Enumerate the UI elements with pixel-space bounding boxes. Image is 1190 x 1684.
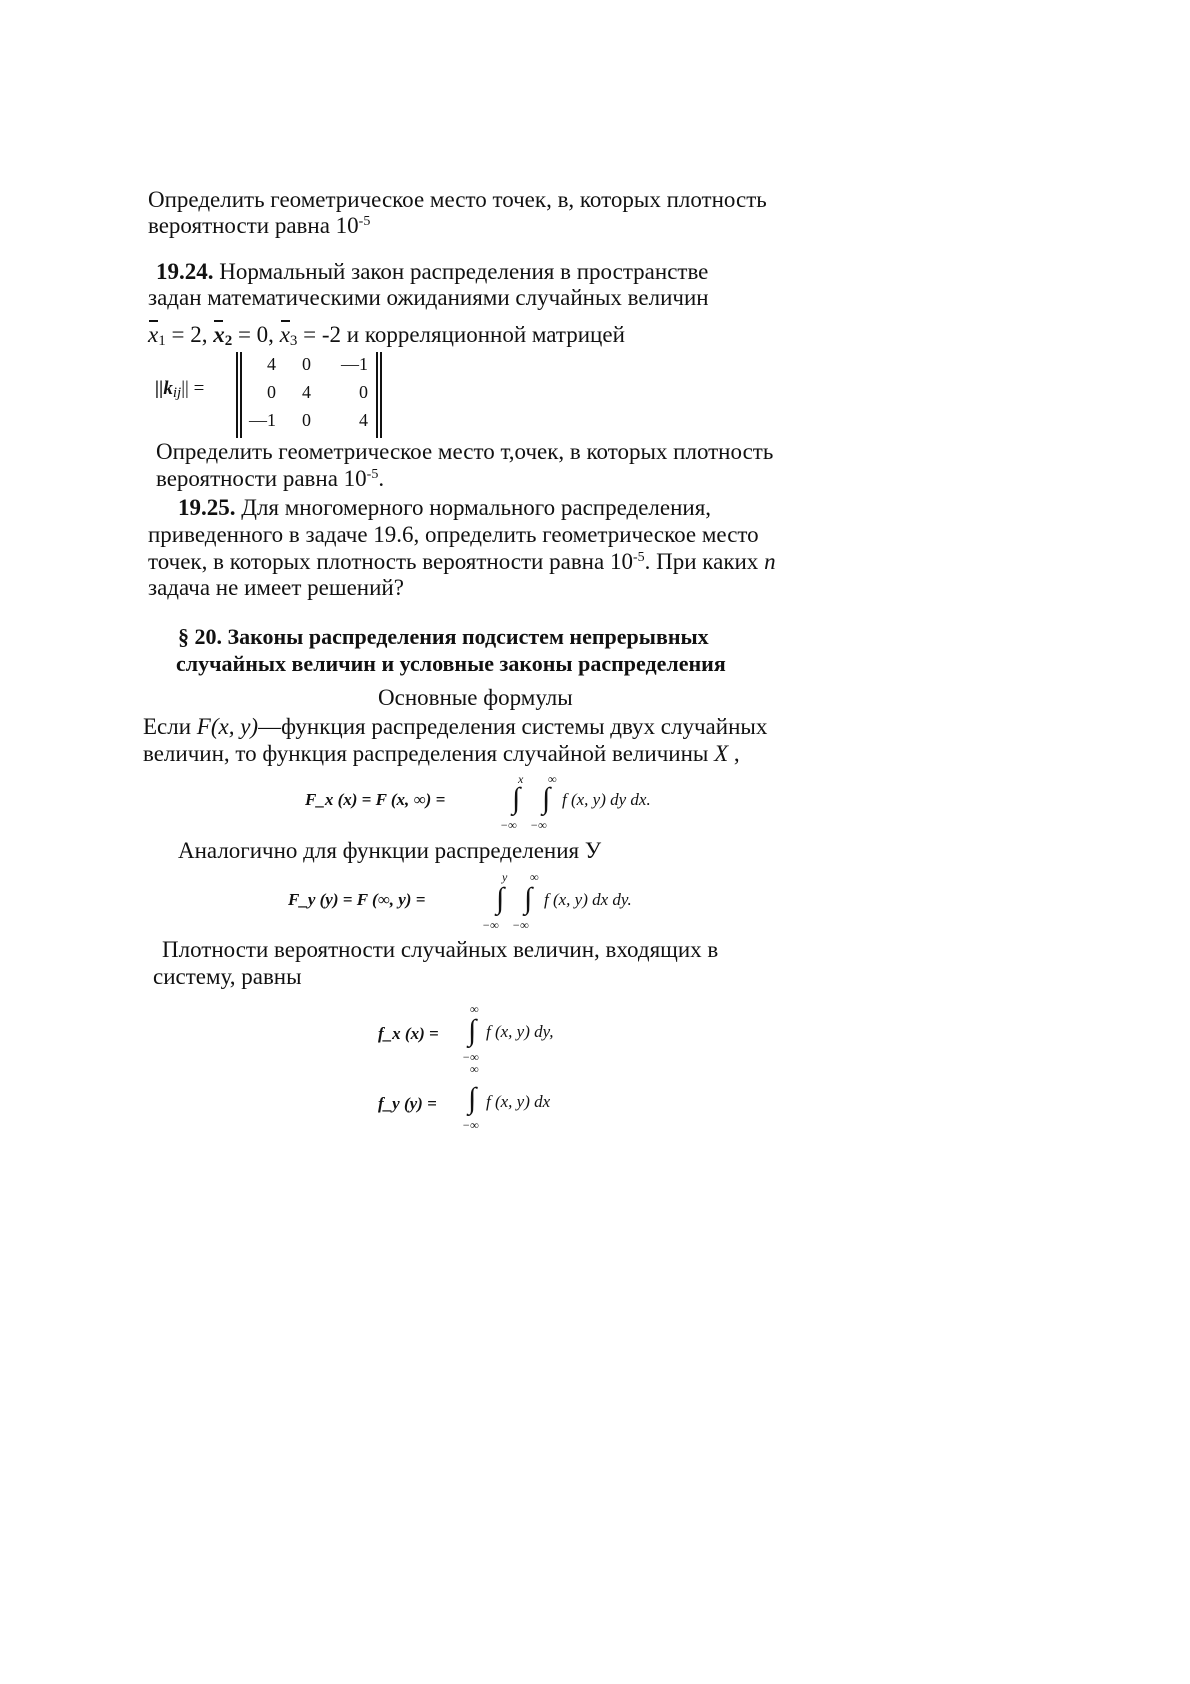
integrand: f (x, y) dx dy. <box>544 890 632 909</box>
matrix-cell: 0 <box>302 354 311 374</box>
text-line: Определить геометрическое место точек, в, которых плотность <box>148 187 767 212</box>
integral-limit: ∞ <box>548 772 557 786</box>
integral-limit: −∞ <box>462 1050 479 1064</box>
integral-limit: y <box>502 870 508 884</box>
integral-sign: ∫ <box>542 782 551 815</box>
integral-limit: ∞ <box>530 870 539 884</box>
integral-sign: ∫ <box>496 882 505 915</box>
integral-limit: ∞ <box>470 1062 479 1076</box>
integral-limit: −∞ <box>530 818 547 832</box>
problem-19-24-line: 19.24. Нормальный закон распределения в пространстве <box>156 259 709 284</box>
integrand: f (x, y) dx <box>486 1092 551 1111</box>
text-line: систему, равны <box>153 964 302 989</box>
text-line: задача не имеет решений? <box>148 575 404 600</box>
expectations-line: $x_1 = 2$, $x_2 = 0$, $x_3 = -2$ и корреляционной матрицей <box>148 322 625 349</box>
text-line: приведенного в задаче 19.6, определить геометрическое место <box>148 522 759 547</box>
text-line: Плотности вероятности случайных величин, входящих в <box>162 937 719 962</box>
integral-sign: ∫ <box>468 1014 477 1047</box>
subheading: Основные формулы <box>378 685 573 710</box>
double-integral <box>500 770 700 830</box>
integral-limit: −∞ <box>500 818 517 832</box>
formula-density-fx: f_x (x) = <box>378 1024 439 1043</box>
integral-sign: ∫ <box>468 1082 477 1115</box>
integral-limit: ∞ <box>470 1002 479 1016</box>
integral-sign: ∫ <box>512 782 521 815</box>
double-integral <box>480 870 680 930</box>
matrix-bar <box>236 352 238 438</box>
text-line: Если F(x, y)—функция распределения системы двух случайных <box>143 714 768 739</box>
integral-sign: ∫ <box>524 882 533 915</box>
integrand: f (x, y) dy dx. <box>562 790 651 809</box>
integrand: f (x, y) dy, <box>486 1022 554 1041</box>
section-heading: случайных величин и условные законы распределения <box>176 651 726 676</box>
matrix-bar <box>240 352 242 438</box>
matrix-cell: 0 <box>302 410 311 430</box>
text-line: величин, то функция распределения случайной величины X , <box>143 741 740 766</box>
integral-limit: −∞ <box>512 918 529 932</box>
single-integral <box>460 1062 620 1132</box>
matrix-cell: —1 <box>341 354 368 374</box>
correlation-matrix <box>236 352 386 438</box>
text-line: точек, в которых плотность вероятности равна $10^{-5}$. При каких n <box>148 549 776 574</box>
matrix-cell: 4 <box>302 382 311 402</box>
matrix-label: $||k_{ij}||$ = <box>155 378 205 401</box>
formula-density-fy: f_y (y) = <box>378 1094 437 1113</box>
text-line: задан математическими ожиданиями случайных величин <box>148 285 709 310</box>
problem-number: 19.24. <box>156 259 214 284</box>
matrix-cell: 0 <box>267 382 276 402</box>
problem-number: 19.25. <box>178 495 236 520</box>
integral-limit: x <box>518 772 524 786</box>
matrix-cell: 0 <box>359 382 368 402</box>
single-integral <box>460 1002 620 1062</box>
formula-marginal-Fx: F_x (x) = F (x, ∞) = <box>305 790 446 809</box>
text-line: Определить геометрическое место т,очек, в которых плотность <box>156 439 774 464</box>
matrix-bar <box>376 352 378 438</box>
matrix-cell: 4 <box>267 354 276 374</box>
problem-19-25-line: 19.25. Для многомерного нормального распределения, <box>178 495 712 520</box>
integral-limit: −∞ <box>462 1118 479 1132</box>
text-line: Аналогично для функции распределения У <box>178 838 602 863</box>
text-line: вероятности равна $10^{-5}$. <box>156 466 385 491</box>
matrix-bar <box>380 352 382 438</box>
text-line: вероятности равна $10^{-5}$ <box>148 213 371 238</box>
section-heading: § 20. Законы распределения подсистем непрерывных <box>178 624 709 649</box>
matrix-cell: 4 <box>359 410 368 430</box>
integral-limit: −∞ <box>482 918 499 932</box>
matrix-cell: —1 <box>249 410 276 430</box>
formula-marginal-Fy: F_y (y) = F (∞, y) = <box>288 890 426 909</box>
